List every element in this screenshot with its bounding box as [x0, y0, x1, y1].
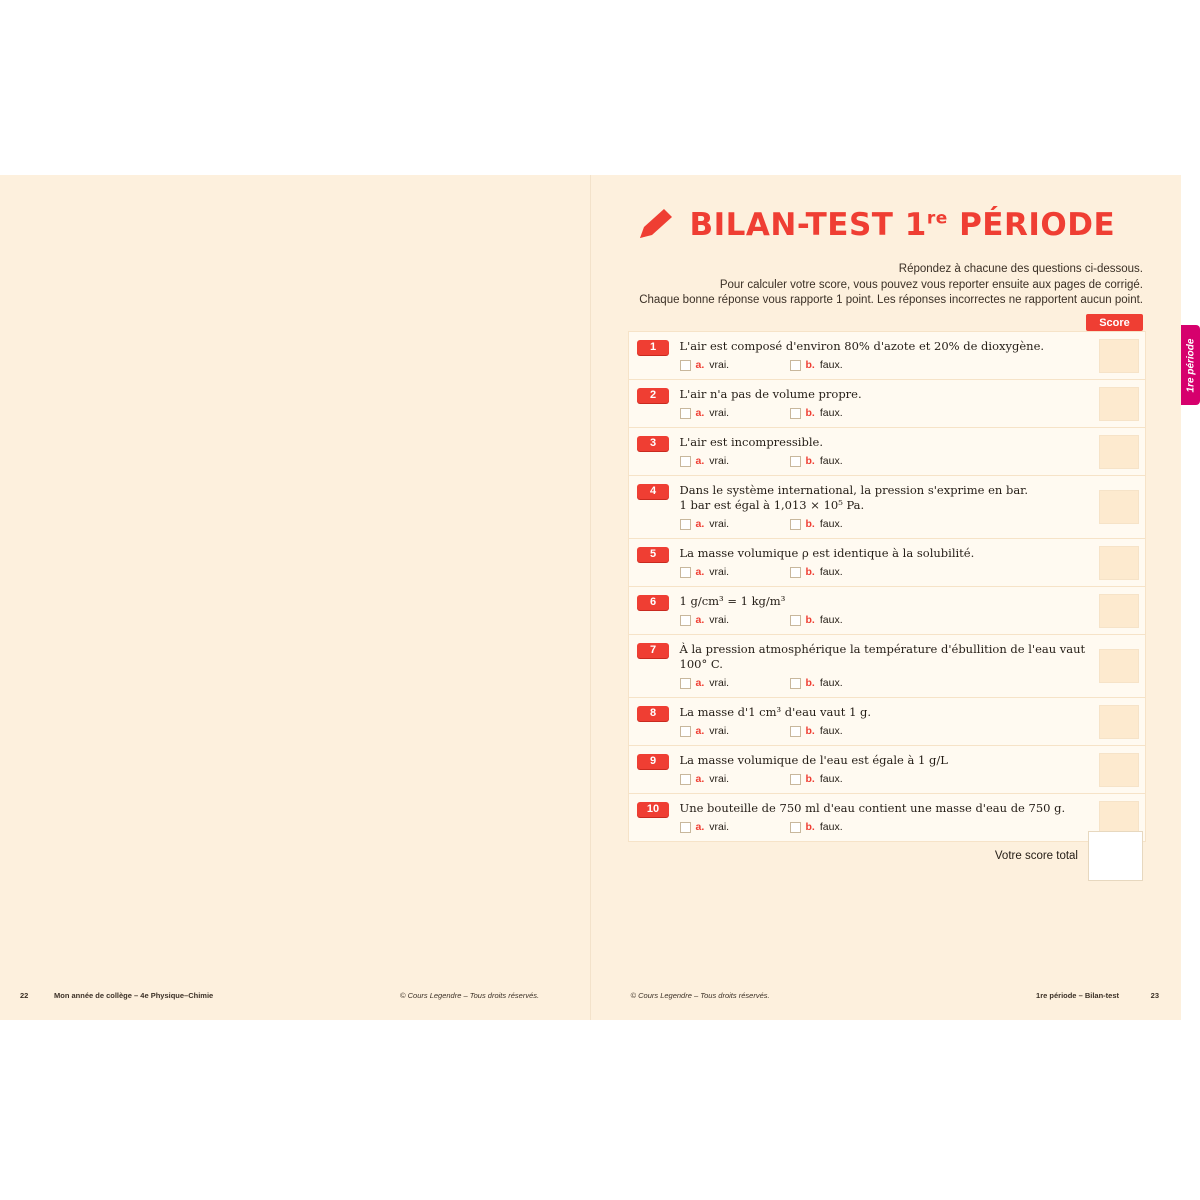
answer-letter: a.	[695, 821, 705, 833]
answer-letter: a.	[695, 773, 705, 785]
answer-letter: b.	[805, 518, 815, 530]
page-title	[690, 207, 1116, 243]
answer-label: faux.	[819, 677, 843, 689]
checkbox-icon[interactable]	[680, 567, 691, 578]
answer-option-b[interactable]	[790, 455, 900, 467]
table-row	[629, 476, 1145, 539]
page-header	[636, 205, 1116, 245]
question-number: 9	[637, 754, 669, 769]
checkbox-icon[interactable]	[790, 456, 801, 467]
answer-letter: a.	[695, 677, 705, 689]
question-text: La masse volumique de l'eau est égale à 1 g/L	[679, 753, 948, 767]
answer-letter: b.	[805, 725, 815, 737]
score-cell	[1093, 476, 1145, 538]
checkbox-icon[interactable]	[790, 567, 801, 578]
answer-letter: b.	[805, 455, 815, 467]
answer-option-a[interactable]	[680, 773, 790, 785]
question-number: 5	[637, 547, 669, 562]
book-spread	[0, 175, 1181, 1020]
intro-text	[623, 262, 1143, 309]
answer-option-a[interactable]	[680, 359, 790, 371]
pencil-icon	[636, 205, 676, 245]
question-number-cell	[629, 428, 678, 475]
answer-label: vrai.	[709, 677, 730, 689]
left-page	[0, 175, 590, 1020]
checkbox-icon[interactable]	[680, 822, 691, 833]
page-title-rest: PÉRIODE	[947, 207, 1116, 243]
checkbox-icon[interactable]	[680, 408, 691, 419]
footer-left-copyright: © Cours Legendre – Tous droits réservés.	[400, 991, 540, 1000]
table-row	[629, 587, 1145, 635]
checkbox-icon[interactable]	[680, 774, 691, 785]
checkbox-icon[interactable]	[790, 519, 801, 530]
answer-label: vrai.	[709, 725, 730, 737]
question-text: L'air est incompressible.	[679, 435, 823, 449]
period-side-tab[interactable]	[1181, 325, 1200, 405]
question-body	[678, 698, 1093, 745]
answer-option-a[interactable]	[680, 518, 790, 530]
table-row	[629, 539, 1145, 587]
answer-letter: a.	[695, 359, 705, 371]
question-body	[678, 635, 1093, 697]
answer-letter: b.	[805, 359, 815, 371]
answer-label: faux.	[819, 821, 843, 833]
answer-label: faux.	[819, 725, 843, 737]
answer-option-b[interactable]	[790, 566, 900, 578]
answer-option-a[interactable]	[680, 725, 790, 737]
score-input-box[interactable]	[1099, 753, 1139, 787]
total-score-row	[995, 831, 1143, 881]
answer-label: faux.	[819, 359, 843, 371]
question-body	[678, 332, 1093, 379]
question-body	[678, 746, 1093, 793]
answer-option-b[interactable]	[790, 725, 900, 737]
answer-option-a[interactable]	[680, 614, 790, 626]
answer-option-b[interactable]	[790, 773, 900, 785]
answer-label: faux.	[819, 518, 843, 530]
answer-label: faux.	[819, 455, 843, 467]
answer-option-a[interactable]	[680, 407, 790, 419]
checkbox-icon[interactable]	[680, 615, 691, 626]
score-cell	[1093, 428, 1145, 475]
table-row	[629, 635, 1145, 698]
question-number-cell	[629, 539, 678, 586]
answer-option-a[interactable]	[680, 455, 790, 467]
score-input-box[interactable]	[1099, 387, 1139, 421]
answer-label: faux.	[819, 614, 843, 626]
answer-label: vrai.	[709, 455, 730, 467]
answer-letter: b.	[805, 614, 815, 626]
score-input-box[interactable]	[1099, 339, 1139, 373]
answer-letter: b.	[805, 407, 815, 419]
score-cell	[1093, 380, 1145, 427]
question-number: 7	[637, 643, 669, 658]
score-cell	[1093, 698, 1145, 745]
question-number-cell	[629, 698, 678, 745]
answer-label: vrai.	[709, 407, 730, 419]
answer-letter: a.	[695, 455, 705, 467]
total-score-input-box[interactable]	[1088, 831, 1143, 881]
answer-options	[680, 518, 1087, 530]
answer-letter: a.	[695, 407, 705, 419]
intro-line-1: Répondez à chacune des questions ci-dessous.	[898, 263, 1143, 275]
checkbox-icon[interactable]	[790, 408, 801, 419]
page-title-main: BILAN-TEST 1	[689, 207, 927, 243]
score-column-header: Score	[1086, 314, 1143, 331]
question-text: L'air est composé d'environ 80% d'azote et 20% de dioxygène.	[679, 339, 1045, 353]
question-number: 4	[637, 484, 669, 499]
checkbox-icon[interactable]	[680, 519, 691, 530]
question-number: 1	[637, 340, 669, 355]
answer-letter: b.	[805, 773, 815, 785]
checkbox-icon[interactable]	[680, 726, 691, 737]
question-number: 6	[637, 595, 669, 610]
table-row	[629, 428, 1145, 476]
score-input-box[interactable]	[1099, 649, 1139, 683]
answer-options	[680, 614, 1087, 626]
question-number-cell	[629, 794, 678, 841]
intro-line-2: Pour calculer votre score, vous pouvez vous reporter ensuite aux pages de corrigé.	[719, 278, 1143, 291]
score-cell	[1093, 746, 1145, 793]
question-number: 2	[637, 388, 669, 403]
answer-letter: a.	[695, 725, 705, 737]
question-text-line2: 1 bar est égal à 1,013 × 10⁵ Pa.	[679, 498, 865, 512]
right-page	[590, 175, 1182, 1020]
footer-left-page-number: 22	[20, 991, 29, 1000]
score-input-box[interactable]	[1099, 435, 1139, 469]
total-score-label: Votre score total	[994, 850, 1078, 862]
answer-label: vrai.	[709, 773, 730, 785]
question-number-cell	[629, 476, 678, 538]
question-body	[678, 476, 1093, 538]
question-text: Dans le système international, la pression s'exprime en bar.	[679, 483, 1029, 497]
answer-option-b[interactable]	[790, 821, 900, 833]
question-number: 10	[637, 802, 669, 817]
question-text: La masse d'1 cm³ d'eau vaut 1 g.	[679, 705, 872, 719]
answer-label: faux.	[819, 566, 843, 578]
answer-letter: b.	[805, 821, 815, 833]
score-cell	[1093, 332, 1145, 379]
answer-options	[680, 677, 1087, 689]
score-cell	[1093, 635, 1145, 697]
question-text: Une bouteille de 750 ml d'eau contient une masse d'eau de 750 g.	[679, 801, 1066, 815]
checkbox-icon[interactable]	[680, 360, 691, 371]
answer-options	[680, 566, 1087, 578]
answer-option-b[interactable]	[790, 359, 900, 371]
checkbox-icon[interactable]	[790, 774, 801, 785]
checkbox-icon[interactable]	[680, 456, 691, 467]
answer-option-a[interactable]	[680, 821, 790, 833]
question-number-cell	[629, 380, 678, 427]
answer-label: faux.	[819, 407, 843, 419]
table-row	[629, 380, 1145, 428]
score-input-box[interactable]	[1099, 801, 1139, 835]
checkbox-icon[interactable]	[790, 726, 801, 737]
intro-line-3: Chaque bonne réponse vous rapporte 1 point. Les réponses incorrectes ne rapportent aucun point.	[639, 294, 1143, 306]
question-text: 1 g/cm³ = 1 kg/m³	[679, 594, 786, 608]
table-row	[629, 332, 1145, 380]
table-row	[629, 698, 1145, 746]
answer-letter: b.	[805, 566, 815, 578]
answer-label: vrai.	[709, 566, 730, 578]
footer-right-title: 1re période – Bilan-test	[1036, 991, 1119, 1000]
question-number-cell	[629, 332, 678, 379]
answer-option-a[interactable]	[680, 677, 790, 689]
question-number-cell	[629, 746, 678, 793]
period-side-tab-label: 1re période	[1185, 338, 1197, 392]
checkbox-icon[interactable]	[680, 678, 691, 689]
answer-options	[680, 455, 1087, 467]
answer-letter: a.	[695, 566, 705, 578]
question-body	[678, 428, 1093, 475]
page-title-superscript: re	[926, 208, 948, 229]
answer-option-b[interactable]	[790, 518, 900, 530]
answer-option-b[interactable]	[790, 677, 900, 689]
score-input-box[interactable]	[1099, 594, 1139, 628]
answer-options	[680, 359, 1087, 371]
answer-label: vrai.	[709, 359, 730, 371]
checkbox-icon[interactable]	[790, 615, 801, 626]
score-input-box[interactable]	[1099, 705, 1139, 739]
question-number: 3	[637, 436, 669, 451]
answer-letter: a.	[695, 614, 705, 626]
table-row	[629, 746, 1145, 794]
question-number-cell	[629, 587, 678, 634]
question-body	[678, 380, 1093, 427]
score-input-box[interactable]	[1099, 490, 1139, 524]
questions-table	[628, 331, 1146, 842]
answer-label: vrai.	[709, 518, 730, 530]
question-body	[678, 539, 1093, 586]
answer-label: faux.	[819, 773, 843, 785]
answer-options	[680, 773, 1087, 785]
question-text: L'air n'a pas de volume propre.	[679, 387, 862, 401]
footer-left-title: Mon année de collège – 4e Physique–Chimie	[54, 991, 214, 1000]
answer-letter: a.	[695, 518, 705, 530]
answer-letter: b.	[805, 677, 815, 689]
checkbox-icon[interactable]	[790, 822, 801, 833]
footer-right-page-number: 23	[1150, 991, 1159, 1000]
answer-option-a[interactable]	[680, 566, 790, 578]
answer-label: vrai.	[709, 614, 730, 626]
checkbox-icon[interactable]	[790, 678, 801, 689]
question-body	[678, 587, 1093, 634]
score-input-box[interactable]	[1099, 546, 1139, 580]
answer-option-b[interactable]	[790, 614, 900, 626]
answer-option-b[interactable]	[790, 407, 900, 419]
answer-label: vrai.	[709, 821, 730, 833]
answer-options	[680, 725, 1087, 737]
question-text: La masse volumique ρ est identique à la solubilité.	[679, 546, 975, 560]
question-text: À la pression atmosphérique la température d'ébullition de l'eau vaut 100° C.	[679, 642, 1086, 671]
answer-options	[680, 407, 1087, 419]
question-number-cell	[629, 635, 678, 697]
question-number: 8	[637, 706, 669, 721]
score-cell	[1093, 539, 1145, 586]
score-cell	[1093, 587, 1145, 634]
footer-right-copyright: © Cours Legendre – Tous droits réservés.	[630, 991, 770, 1000]
checkbox-icon[interactable]	[790, 360, 801, 371]
